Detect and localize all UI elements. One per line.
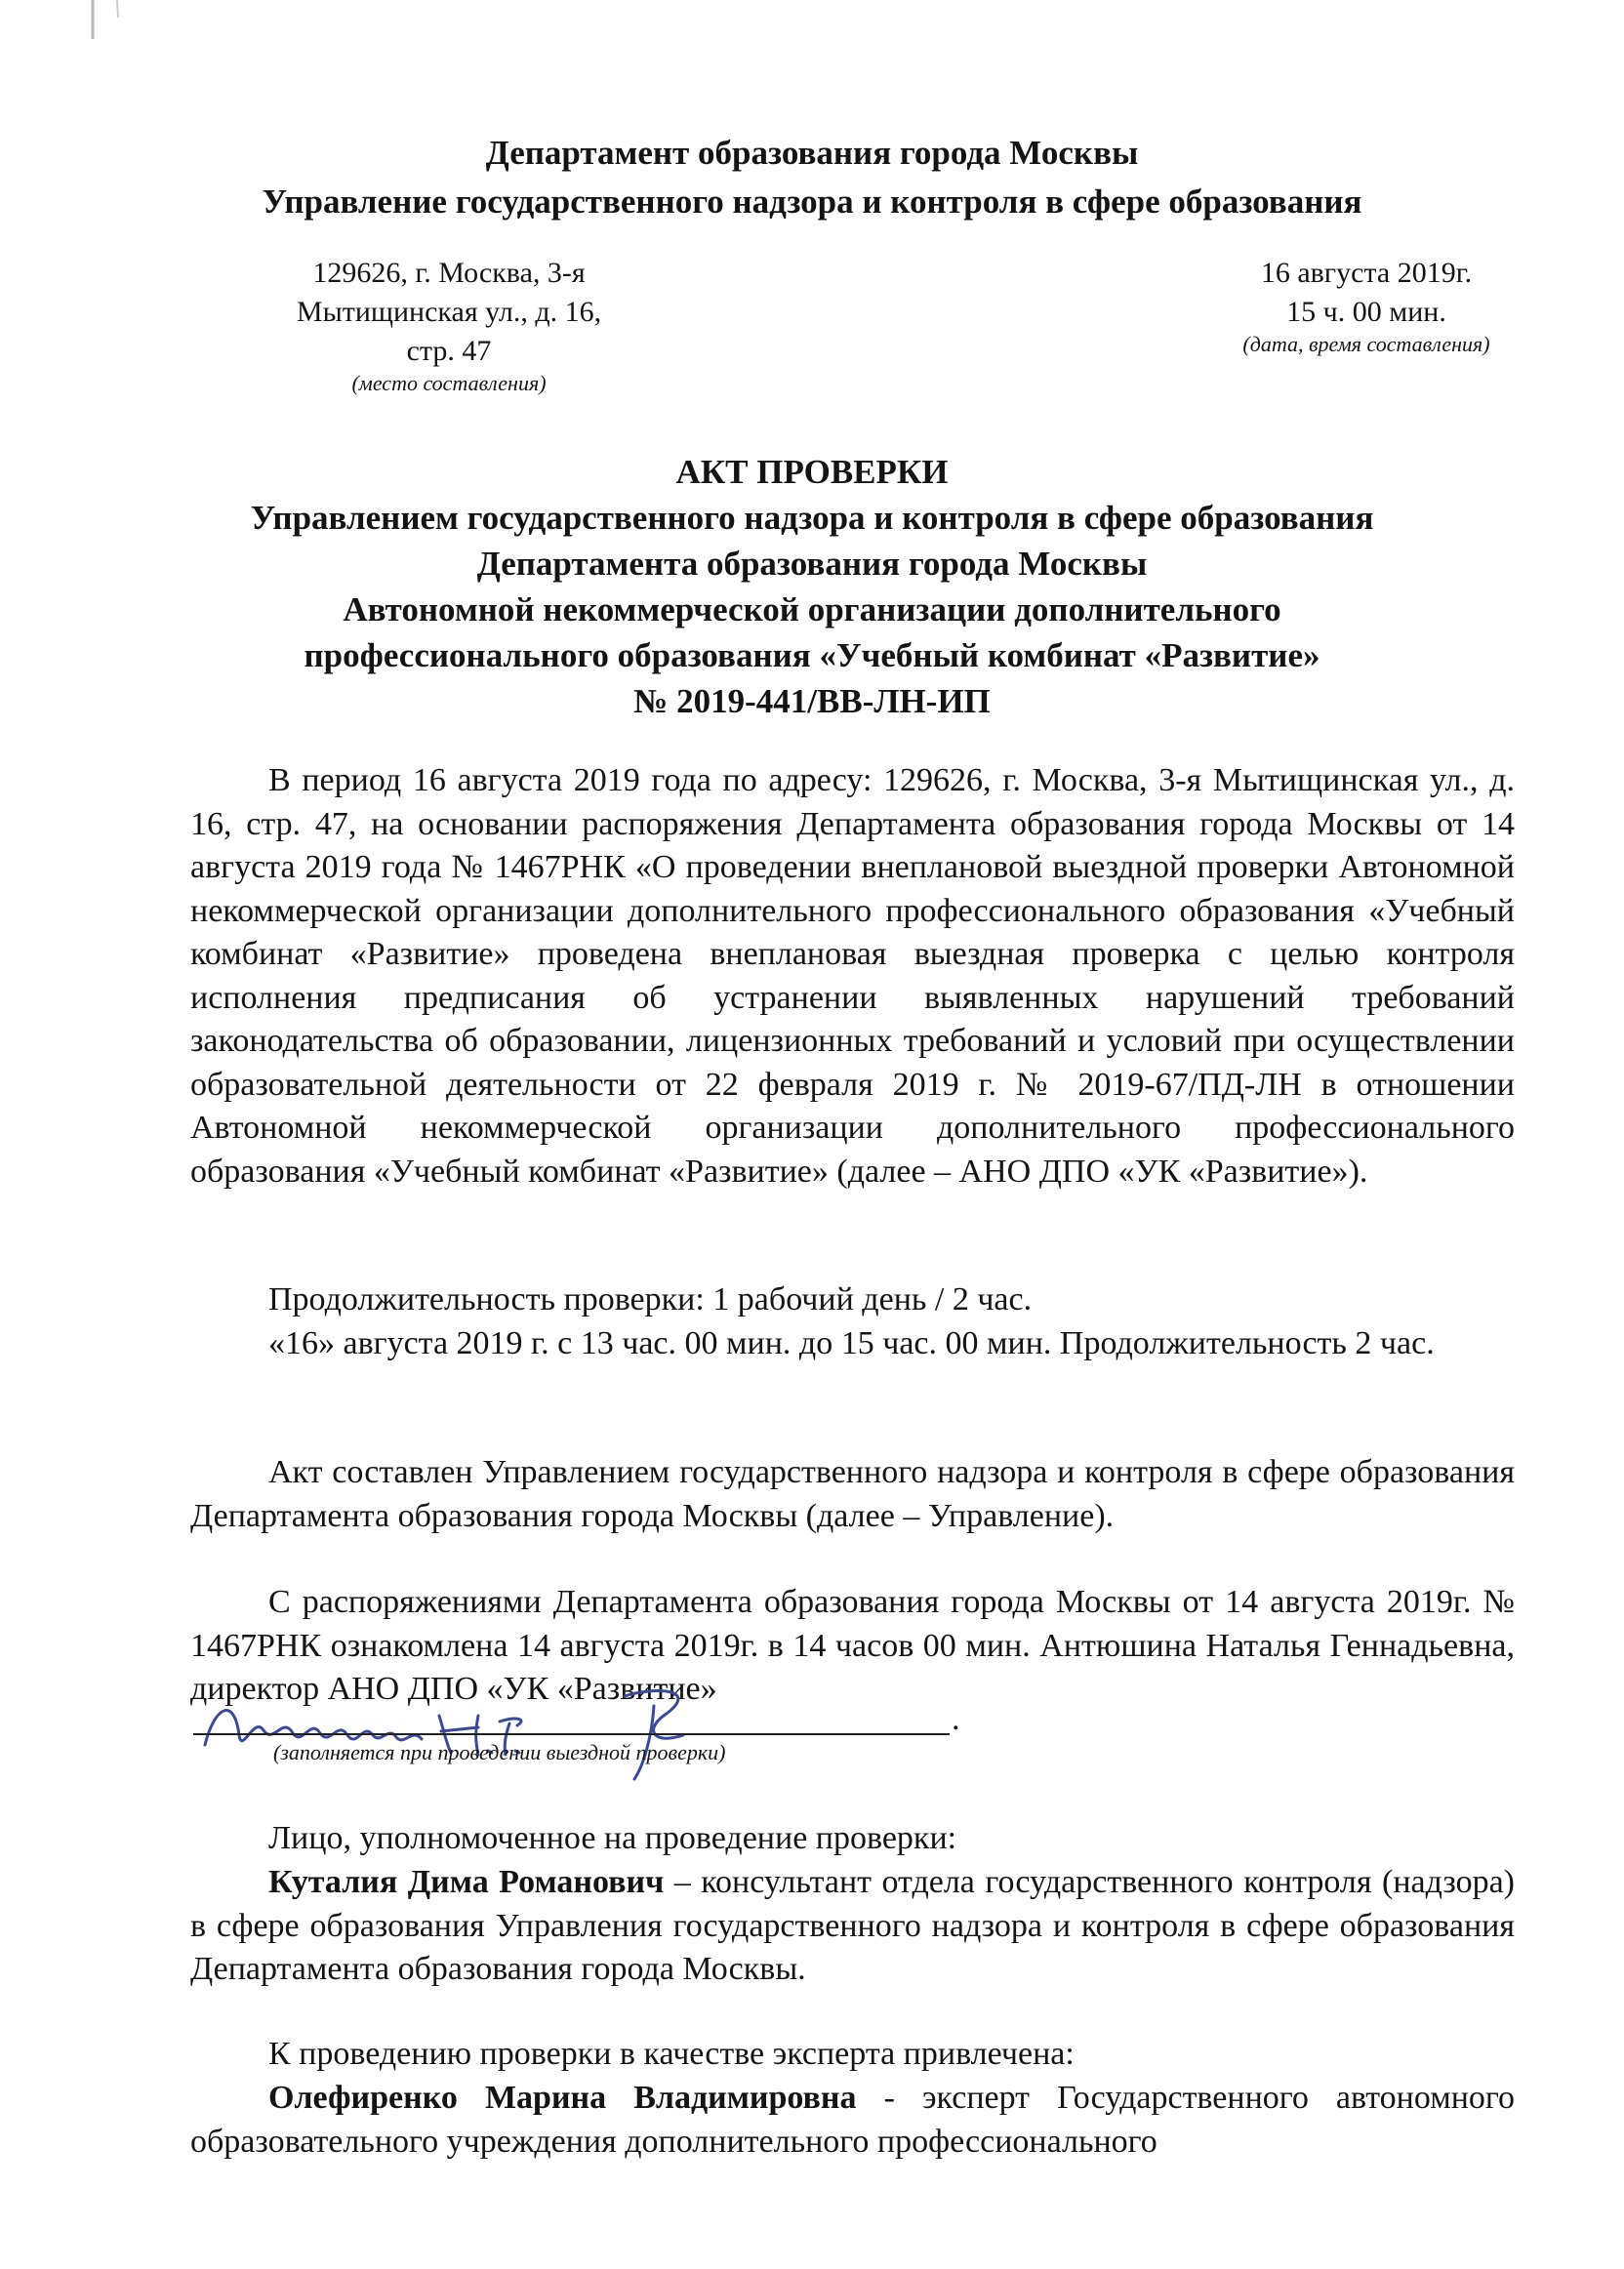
place-block [264,254,634,396]
authorized-intro: Лицо, уполномоченное на проведение проверки: [268,1820,957,1856]
place-line-1: 129626, г. Москва, 3-я [312,257,586,289]
expert-description: - эксперт Государственного автономного образовательного учреждения дополнительного профессионального [190,2080,1515,2160]
duration-detail: «16» августа 2019 г. с 13 час. 00 мин. до 15 час. 00 мин. Продолжительность 2 час. [268,1325,1435,1361]
authorized-person [190,1861,1515,1992]
header-department: Департамент образования города Москвы [485,134,1139,172]
title-line-6: № 2019-441/ВВ-ЛН-ИП [633,682,991,720]
expert-intro: К проведению проверки в качестве эксперта привлечена: [268,2036,1075,2072]
time-value: 15 ч. 00 мин. [1286,296,1446,328]
scan-artifact [0,0,156,59]
datetime-caption: (дата, время составления) [1242,332,1490,356]
place-line-2: Мытищинская ул., д. 16, [296,296,602,328]
signature-caption: (заполняется при проведении выездной проверки) [273,1740,726,1764]
expert-name: Олефиренко Марина Владимировна [268,2080,857,2116]
expert-person [190,2077,1515,2164]
place-line-3: стр. 47 [406,335,492,367]
authorized-name: Куталия Дима Романович [268,1864,665,1900]
date-value: 16 августа 2019г. [1260,257,1473,289]
signature-line [193,1733,950,1735]
authorized-description: – консультант отдела государственного контроля (надзора) в сфере образования Управления государственного надзора и контроля в сфере образования Департамента образования города Москвы. [190,1864,1515,1987]
signature-dot: . [952,1701,960,1737]
duration-line: Продолжительность проверки: 1 рабочий день / 2 час. [268,1281,1033,1317]
paragraph-acquainted: С распоряжениями Департамента образования города Москвы от 14 августа 2019г. № 1467РНК ознакомлена 14 августа 2019г. в 14 часов 00 мин. Антюшина Наталья Геннадьевна, директор АНО ДПО «УК «Развитие» [190,1584,1515,1707]
datetime-block [1171,254,1562,357]
paragraph-period: В период 16 августа 2019 года по адресу: 129626, г. Москва, 3-я Мытищинская ул., д. 16, стр. 47, на основании распоряжения Департамента образования города Москвы от 14 августа 2019 года № 1467РНК «О проведении внеплановой выездной проверки Автономной некоммерческой организации дополнительного профессионального образования «Учебный комбинат «Развитие» проведена внеплановая выездная проверка с целью контроля исполнения предписания об устранении выявленных нарушений требований законодательства об образовании, лицензионных требований и условий при осуществлении образовательной деятельности от 22 февраля 2019 г. № 2019-67/ПД-ЛН в отношении Автономной некоммерческой организации дополнительного профессионального образования «Учебный комбинат «Развитие» (далее – АНО ДПО «УК «Развитие»). [190,762,1515,1190]
title-line-4: Автономной некоммерческой организации дополнительного [343,590,1281,628]
title-line-3: Департамента образования города Москвы [476,545,1148,583]
act-title [195,449,1429,724]
title-line-2: Управлением государственного надзора и контроля в сфере образования [250,499,1374,537]
paragraph-compiled: Акт составлен Управлением государственного надзора и контроля в сфере образования Департамента образования города Москвы (далее – Управление). [190,1454,1515,1534]
title-line-1: АКТ ПРОВЕРКИ [675,453,949,491]
handwritten-signature [195,1677,800,1784]
title-line-5: профессионального образования «Учебный комбинат «Развитие» [304,636,1320,674]
header-division: Управление государственного надзора и контроля в сфере образования [262,182,1362,221]
place-caption: (место составления) [351,371,547,395]
